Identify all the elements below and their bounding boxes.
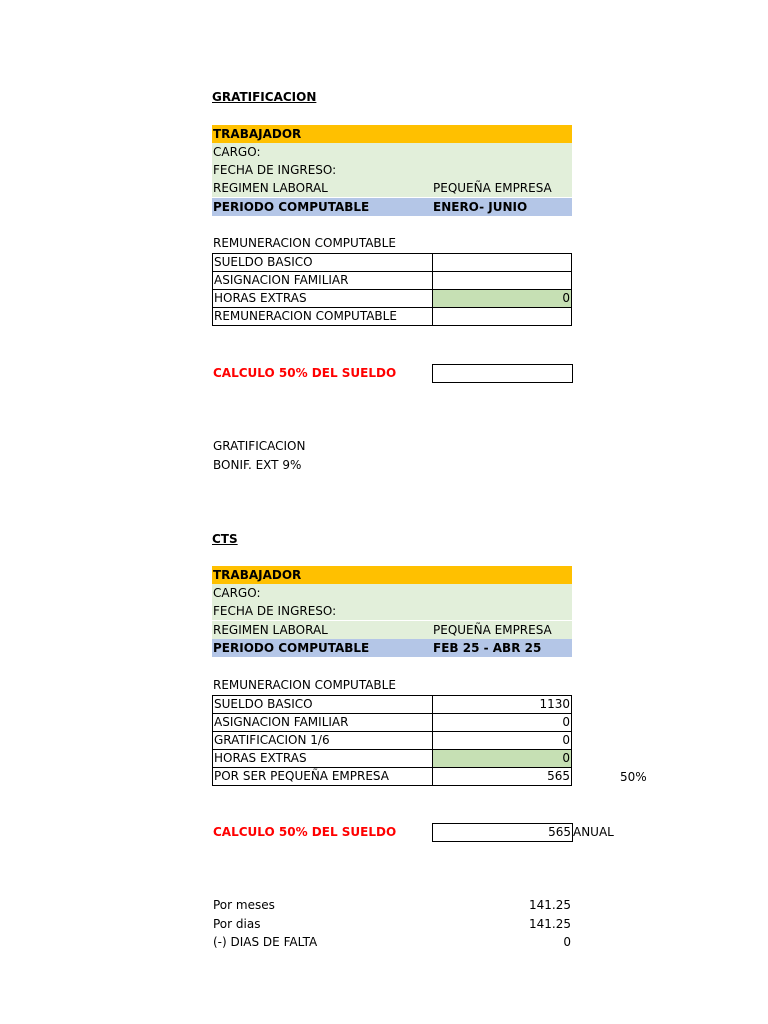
cts-meses-value[interactable]: 141.25 — [529, 898, 571, 912]
cts-calc-cell[interactable]: 565 — [432, 823, 573, 842]
grat-title: GRATIFICACION — [212, 90, 317, 104]
grat-sueldo-label: SUELDO BASICO — [213, 254, 433, 272]
cts-calc-label: CALCULO 50% DEL SUELDO — [213, 825, 397, 839]
table-row — [213, 290, 572, 308]
grat-fecha-label: FECHA DE INGRESO: — [213, 163, 337, 177]
grat-trabajador-label: TRABAJADOR — [213, 127, 302, 141]
cts-fecha-label: FECHA DE INGRESO: — [213, 604, 337, 618]
cts-falta-value[interactable]: 0 — [563, 935, 571, 949]
cts-rem-table — [212, 695, 572, 786]
cts-regimen-row[interactable] — [212, 621, 572, 639]
cts-fecha-row[interactable] — [212, 602, 572, 620]
table-row — [213, 696, 572, 714]
cts-grat16-label: GRATIFICACION 1/6 — [213, 732, 433, 750]
cts-trabajador-row[interactable] — [212, 566, 572, 584]
cts-falta-label: (-) DIAS DE FALTA — [213, 935, 318, 949]
grat-sueldo-cell[interactable] — [433, 254, 572, 272]
grat-periodo-row[interactable] — [212, 198, 572, 216]
cts-cargo-label: CARGO: — [213, 586, 261, 600]
grat-periodo-value: ENERO- JUNIO — [433, 200, 528, 214]
table-row — [213, 308, 572, 326]
cts-periodo-value: FEB 25 - ABR 25 — [433, 641, 542, 655]
grat-regimen-label: REGIMEN LABORAL — [213, 181, 328, 195]
grat-remcomp-cell[interactable] — [433, 308, 572, 326]
grat-rem-heading: REMUNERACION COMPUTABLE — [213, 236, 396, 250]
cts-periodo-label: PERIODO COMPUTABLE — [213, 641, 370, 655]
grat-cargo-row[interactable] — [212, 143, 572, 161]
cts-anual-label: ANUAL — [573, 825, 614, 839]
cts-title: CTS — [212, 532, 238, 546]
grat-rem-table — [212, 253, 572, 326]
cts-pequena-cell[interactable]: 565 — [433, 768, 572, 786]
cts-sueldo-cell[interactable]: 1130 — [433, 696, 572, 714]
cts-horas-label: HORAS EXTRAS — [213, 750, 433, 768]
cts-dias-label: Por dias — [213, 917, 261, 931]
grat-gratificacion-label: GRATIFICACION — [213, 439, 306, 453]
grat-fecha-row[interactable] — [212, 161, 572, 179]
grat-asignacion-label: ASIGNACION FAMILIAR — [213, 272, 433, 290]
grat-calc-cell[interactable] — [432, 364, 573, 383]
cts-cargo-row[interactable] — [212, 584, 572, 602]
table-row — [213, 768, 572, 786]
grat-regimen-value: PEQUEÑA EMPRESA — [433, 181, 552, 195]
grat-periodo-label: PERIODO COMPUTABLE — [213, 200, 370, 214]
cts-asignacion-label: ASIGNACION FAMILIAR — [213, 714, 433, 732]
cts-dias-value[interactable]: 141.25 — [529, 917, 571, 931]
cts-regimen-value: PEQUEÑA EMPRESA — [433, 623, 552, 637]
cts-rem-heading: REMUNERACION COMPUTABLE — [213, 678, 396, 692]
grat-cargo-label: CARGO: — [213, 145, 261, 159]
grat-trabajador-row[interactable] — [212, 125, 572, 143]
table-row — [213, 254, 572, 272]
table-row — [213, 732, 572, 750]
cts-grat16-cell[interactable]: 0 — [433, 732, 572, 750]
cts-pequena-label: POR SER PEQUEÑA EMPRESA — [213, 768, 433, 786]
grat-horas-cell[interactable]: 0 — [433, 290, 572, 308]
table-row — [213, 272, 572, 290]
grat-remcomp-label: REMUNERACION COMPUTABLE — [213, 308, 433, 326]
cts-periodo-row[interactable] — [212, 639, 572, 657]
cts-meses-label: Por meses — [213, 898, 275, 912]
table-row — [213, 714, 572, 732]
cts-sueldo-label: SUELDO BASICO — [213, 696, 433, 714]
cts-horas-cell[interactable]: 0 — [433, 750, 572, 768]
grat-bonif-label: BONIF. EXT 9% — [213, 458, 302, 472]
grat-asignacion-cell[interactable] — [433, 272, 572, 290]
cts-pct-cell[interactable]: 50% — [620, 770, 647, 784]
cts-asignacion-cell[interactable]: 0 — [433, 714, 572, 732]
cts-trabajador-label: TRABAJADOR — [213, 568, 302, 582]
grat-calc-label: CALCULO 50% DEL SUELDO — [213, 366, 397, 380]
table-row — [213, 750, 572, 768]
grat-horas-label: HORAS EXTRAS — [213, 290, 433, 308]
cts-regimen-label: REGIMEN LABORAL — [213, 623, 328, 637]
grat-regimen-row[interactable] — [212, 179, 572, 197]
